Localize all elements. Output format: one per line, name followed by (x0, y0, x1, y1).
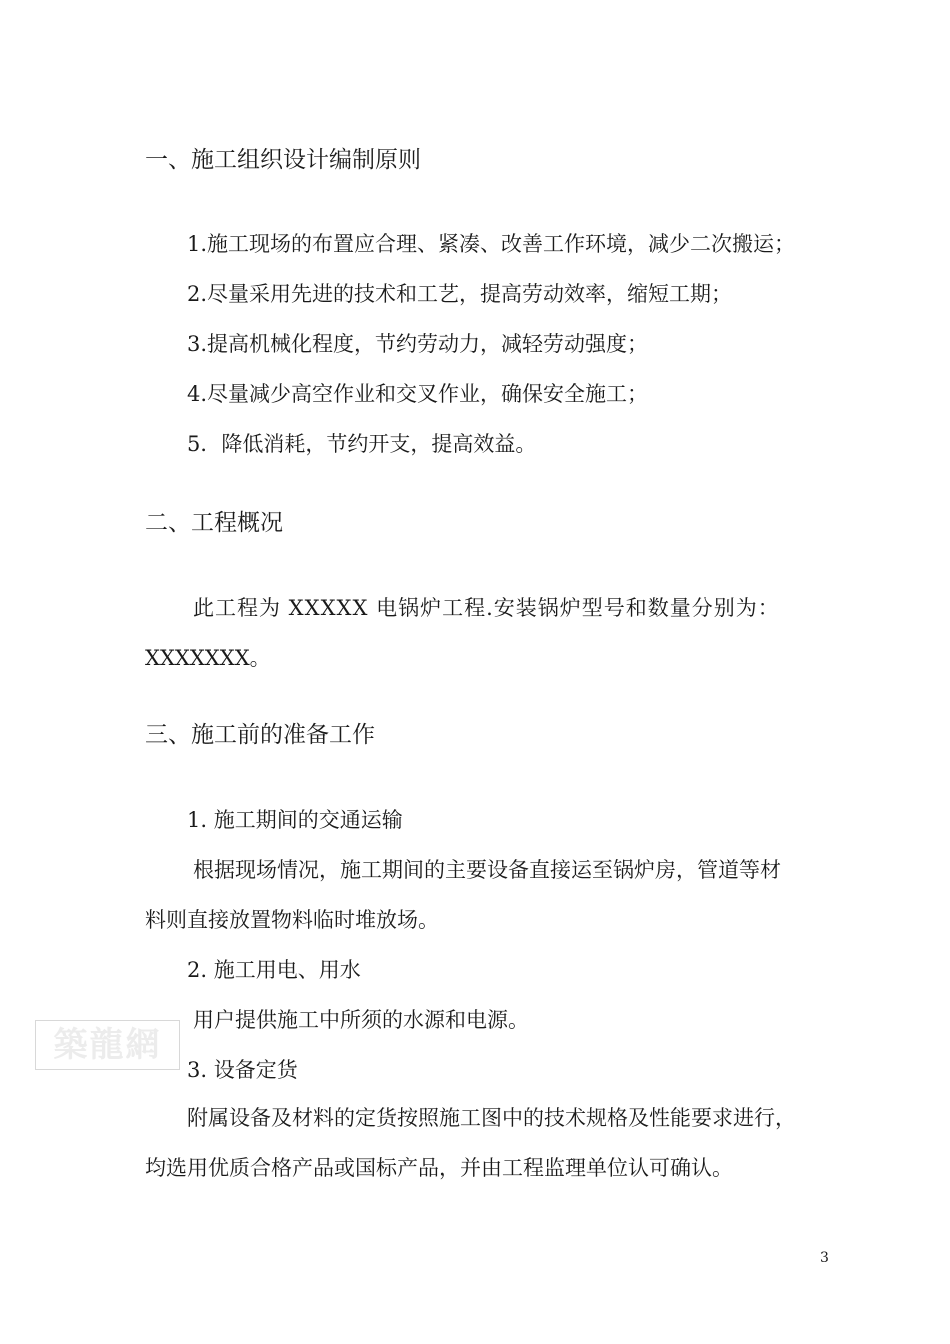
power-water-line-1: 用户提供施工中所须的水源和电源。 (193, 1008, 529, 1032)
principle-item-5: 5．降低消耗，节约开支，提高效益。 (187, 432, 537, 456)
transport-line-2: 料则直接放置物料临时堆放场。 (145, 908, 439, 932)
principle-item-4: 4.尽量减少高空作业和交叉作业，确保安全施工； (187, 382, 649, 406)
principle-item-2: 2.尽量采用先进的技术和工艺，提高劳动效率，缩短工期； (187, 282, 733, 306)
overview-line-1: 此工程为 XXXXX 电锅炉工程.安装锅炉型号和数量分别为： (193, 596, 780, 620)
subsection-title-3: 3. 设备定货 (187, 1058, 298, 1082)
ordering-line-1: 附属设备及材料的定货按照施工图中的技术规格及性能要求进行， (187, 1106, 796, 1130)
overview-line-2: XXXXXXX。 (145, 646, 271, 670)
section-heading-2: 二、工程概况 (145, 510, 283, 536)
subsection-title-2: 2. 施工用电、用水 (187, 958, 361, 982)
watermark-logo: 築龍網 (35, 1020, 180, 1070)
principle-item-1: 1.施工现场的布置应合理、紧凑、改善工作环境，减少二次搬运； (187, 232, 796, 256)
transport-line-1: 根据现场情况，施工期间的主要设备直接运至锅炉房，管道等材 (193, 858, 781, 882)
section-heading-1: 一、施工组织设计编制原则 (145, 147, 421, 173)
page-number: 3 (820, 1250, 829, 1266)
ordering-line-2: 均选用优质合格产品或国标产品，并由工程监理单位认可确认。 (145, 1156, 733, 1180)
subsection-title-1: 1. 施工期间的交通运输 (187, 808, 403, 832)
section-heading-3: 三、施工前的准备工作 (145, 722, 375, 748)
principle-item-3: 3.提高机械化程度，节约劳动力，减轻劳动强度； (187, 332, 649, 356)
